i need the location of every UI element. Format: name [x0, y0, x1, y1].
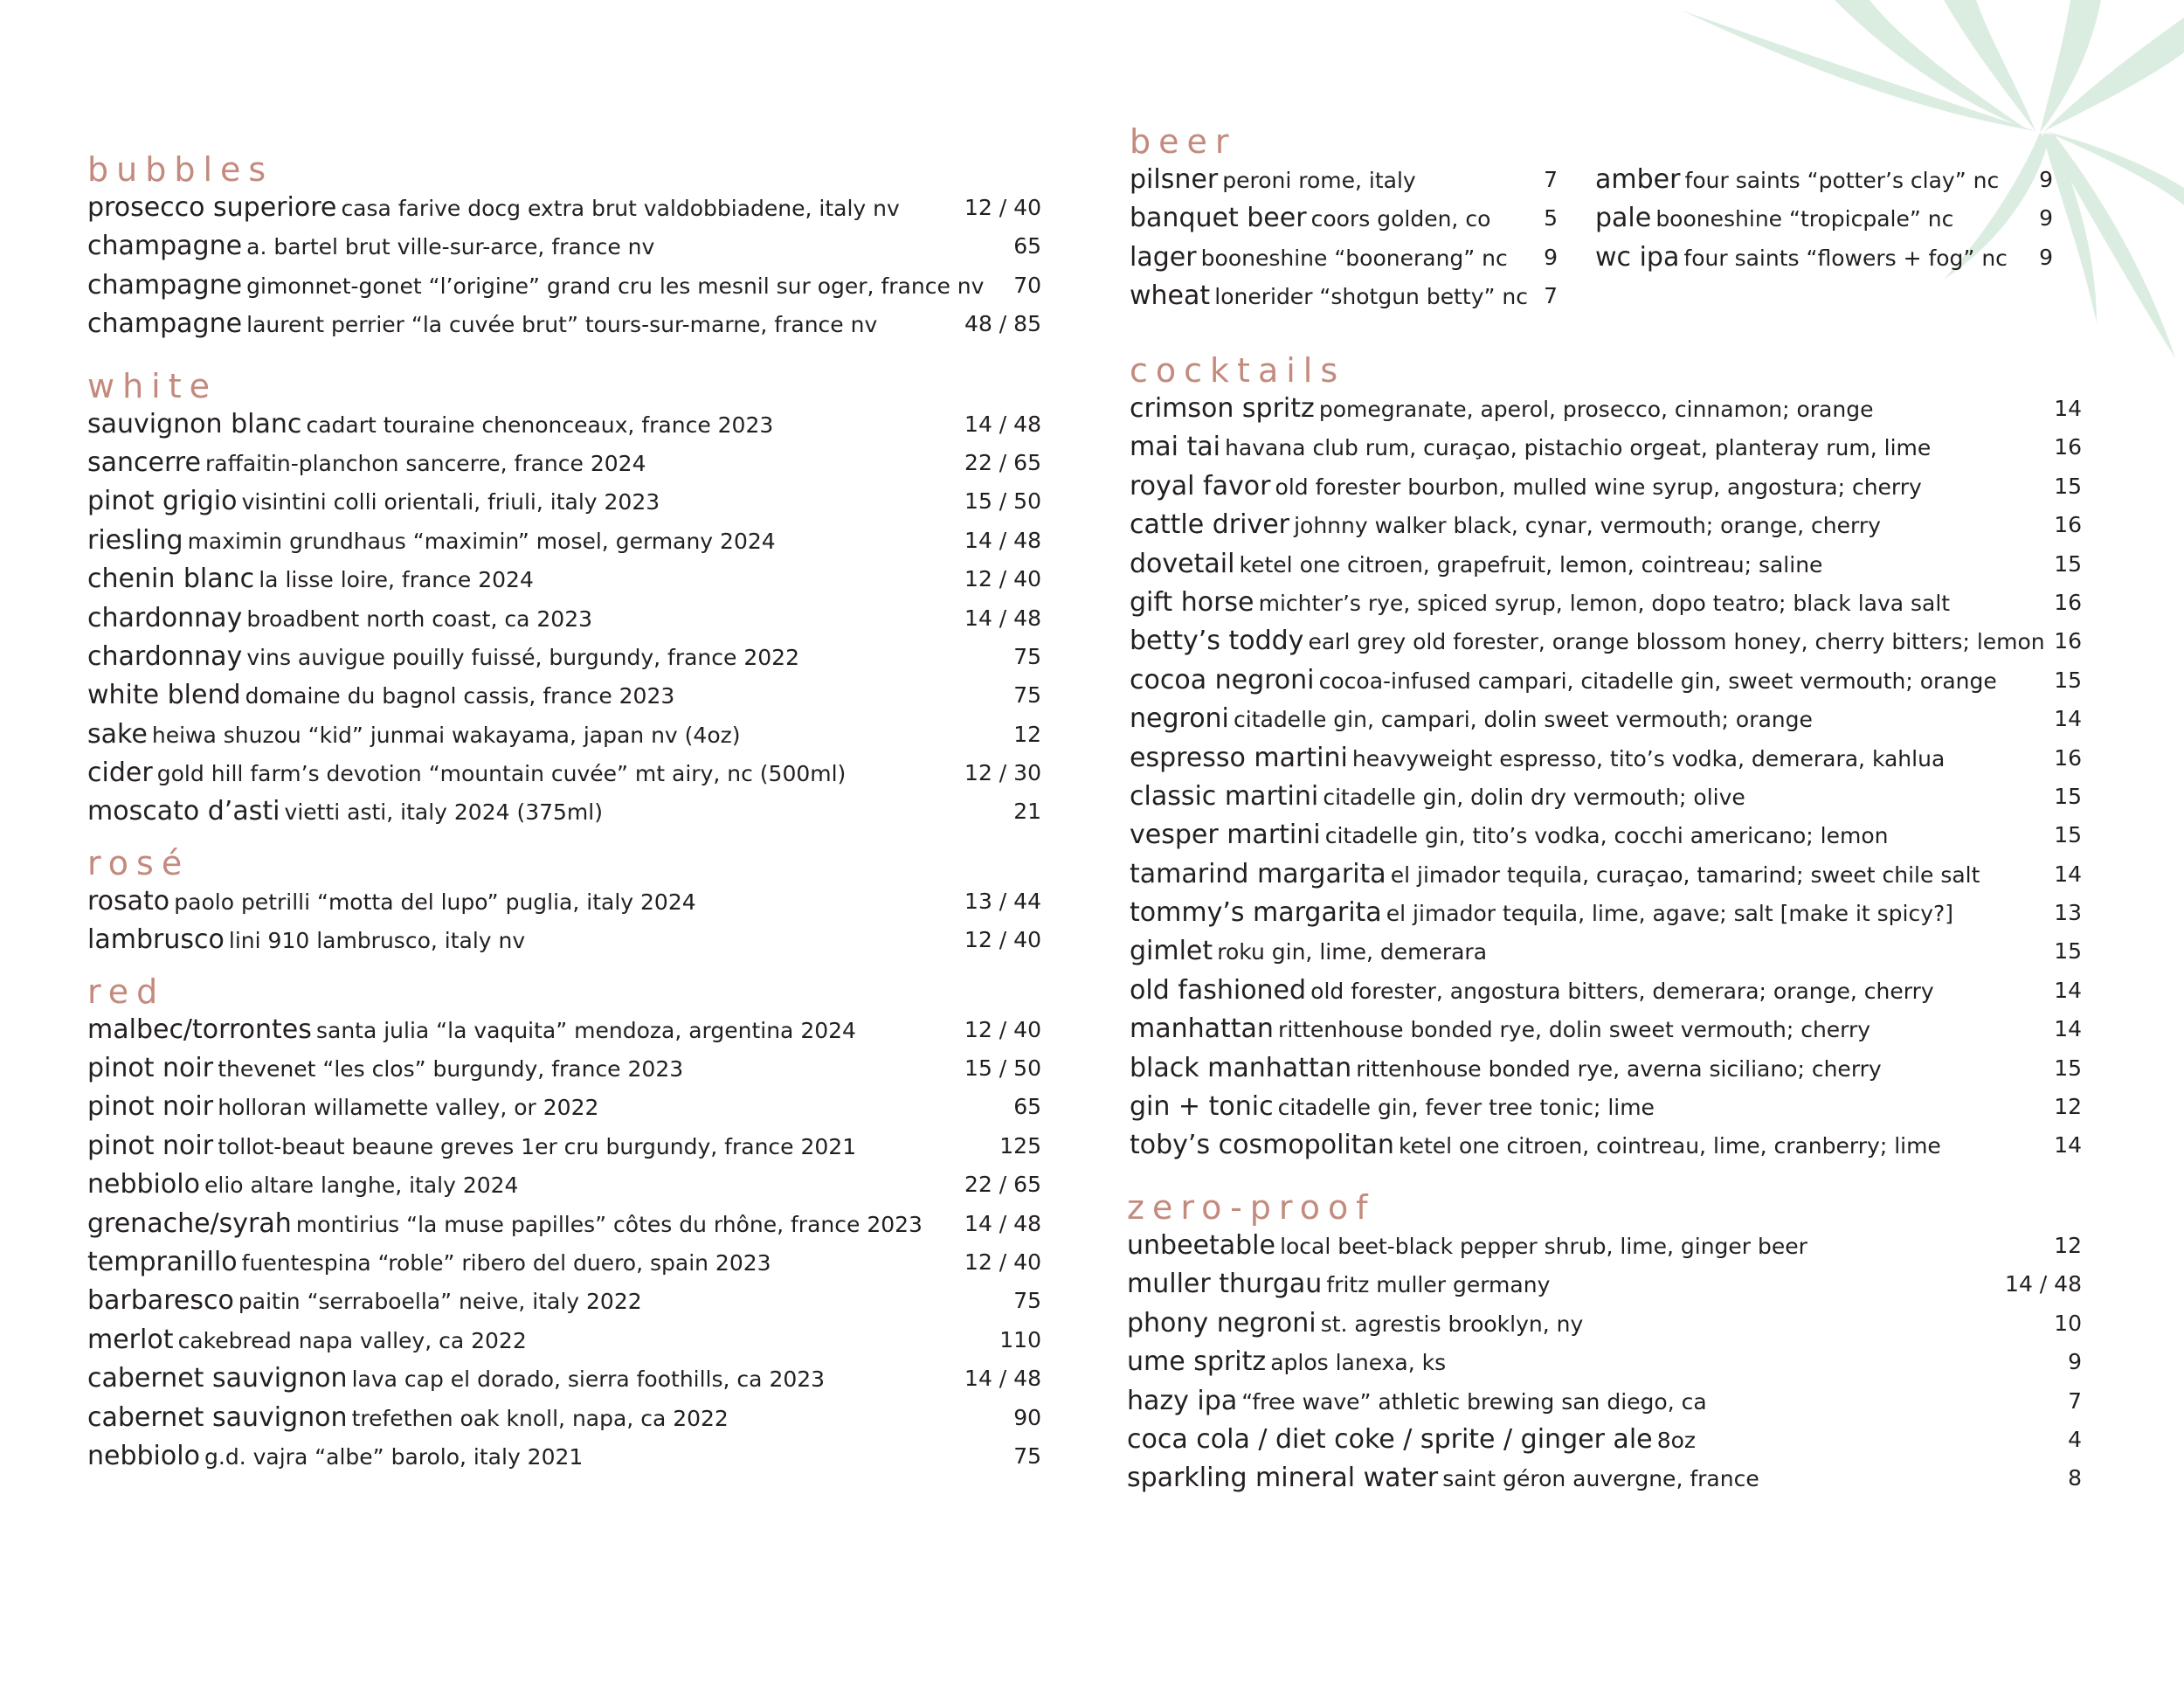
item-desc: aplos lanexa, ks — [1270, 1350, 1447, 1376]
item-desc: lini 910 lambrusco, italy nv — [228, 928, 526, 954]
item-price: 15 — [2054, 938, 2082, 965]
item-name: old fashioned — [1130, 974, 1307, 1006]
menu-item — [87, 1049, 1041, 1088]
item-price: 75 — [1013, 643, 1041, 669]
item-price: 9 — [2039, 205, 2053, 232]
item-desc: la lisse loire, france 2024 — [259, 567, 534, 593]
item-price: 48 / 85 — [964, 311, 1041, 337]
item-price: 9 — [2068, 1349, 2082, 1375]
item-name: gimlet — [1130, 936, 1213, 967]
menu-item — [1130, 239, 1558, 277]
menu-item — [1595, 199, 2053, 238]
menu-item — [87, 1359, 1041, 1398]
item-desc: st. agrestis brooklyn, ny — [1320, 1311, 1584, 1337]
item-desc: a. bartel brut ville-sur-arce, france nv — [246, 234, 655, 260]
menu-item — [1130, 739, 2082, 778]
item-name: mai tai — [1130, 432, 1220, 463]
item-desc: el jimador tequila, curaçao, tamarind; sweet chile salt — [1390, 861, 1980, 888]
menu-item — [1130, 545, 2082, 584]
menu-item — [1127, 1265, 2082, 1304]
menu-item — [1130, 1126, 2082, 1165]
item-desc: vietti asti, italy 2024 (375ml) — [284, 799, 603, 826]
menu-item — [1130, 506, 2082, 544]
item-name: banquet beer — [1130, 203, 1307, 234]
item-name: sauvignon blanc — [87, 408, 302, 439]
item-name: champagne — [87, 231, 243, 262]
item-name: wc ipa — [1595, 241, 1680, 273]
item-name: barbaresco — [87, 1285, 234, 1317]
menu-item — [87, 1399, 1041, 1437]
item-price: 75 — [1013, 1288, 1041, 1314]
rose-section — [87, 844, 1041, 960]
item-price: 14 — [2054, 977, 2082, 1003]
menu-item — [1130, 199, 1558, 238]
item-price: 14 / 48 — [2005, 1271, 2082, 1297]
item-price: 14 — [2054, 1016, 2082, 1042]
menu-item — [1127, 1227, 2082, 1265]
beer-section — [1130, 122, 2091, 318]
item-name: champagne — [87, 269, 243, 301]
item-price: 15 / 50 — [964, 488, 1041, 515]
item-price: 5 — [1544, 205, 1558, 232]
item-desc: heiwa shuzou “kid” junmai wakayama, japan nv (4oz) — [151, 722, 741, 748]
item-name: lambrusco — [87, 924, 225, 956]
menu-item — [1130, 894, 2082, 932]
menu-item — [1130, 932, 2082, 971]
item-desc: tollot-beaut beaune greves 1er cru burgundy, france 2021 — [218, 1133, 857, 1159]
item-price: 14 / 48 — [964, 527, 1041, 553]
item-price: 65 — [1013, 233, 1041, 259]
item-desc: cocoa-infused campari, citadelle gin, sweet vermouth; orange — [1318, 668, 1997, 694]
item-desc: vins auvigue pouilly fuissé, burgundy, france 2022 — [246, 644, 799, 670]
item-price: 13 — [2054, 900, 2082, 926]
item-desc: booneshine “boonerang” nc — [1200, 245, 1508, 271]
menu-item — [87, 716, 1041, 754]
cocktails-section — [1130, 351, 2082, 1166]
item-desc: maximin grundhaus “maximin” mosel, germany 2024 — [187, 528, 776, 554]
item-desc: “free wave” athletic brewing san diego, ca — [1241, 1388, 1707, 1415]
item-price: 14 — [2054, 706, 2082, 732]
item-price: 4 — [2068, 1426, 2082, 1452]
section-title: red — [87, 972, 166, 1011]
beer-list-left — [1130, 161, 1558, 316]
item-price: 9 — [1544, 244, 1558, 270]
menu-item — [1130, 428, 2082, 467]
item-price: 75 — [1013, 682, 1041, 709]
wine-column — [87, 150, 1041, 1476]
section-title: beer — [1130, 122, 1237, 161]
menu-item — [87, 1437, 1041, 1476]
item-price: 110 — [999, 1326, 1041, 1352]
menu-item — [87, 1166, 1041, 1204]
item-name: tamarind margarita — [1130, 858, 1386, 889]
item-desc: lonerider “shotgun betty” nc — [1214, 284, 1528, 310]
item-name: cattle driver — [1130, 509, 1289, 541]
item-desc: citadelle gin, campari, dolin sweet vermouth; orange — [1234, 707, 1813, 733]
item-desc: four saints “potter’s clay” nc — [1684, 168, 2000, 193]
menu-item — [1130, 161, 1558, 199]
section-title: bubbles — [87, 150, 274, 189]
item-price: 8 — [2068, 1465, 2082, 1491]
menu-item — [1130, 277, 1558, 315]
item-desc: paolo petrilli “motta del lupo” puglia, italy 2024 — [174, 889, 696, 915]
item-name: nebbiolo — [87, 1169, 200, 1200]
item-name: riesling — [87, 524, 183, 556]
menu-item — [87, 599, 1041, 638]
item-desc: four saints “flowers + fog” nc — [1683, 245, 2008, 271]
item-desc: g.d. vajra “albe” barolo, italy 2021 — [204, 1443, 584, 1470]
item-desc: holloran willamette valley, or 2022 — [218, 1095, 599, 1121]
item-desc: el jimador tequila, lime, agave; salt [make it spicy?] — [1386, 901, 1954, 927]
menu-item — [87, 1282, 1041, 1320]
menu-item — [1130, 855, 2082, 894]
item-desc: elio altare langhe, italy 2024 — [204, 1173, 519, 1199]
item-price: 15 — [2054, 473, 2082, 499]
item-price: 10 — [2054, 1310, 2082, 1336]
menu-item — [87, 638, 1041, 676]
item-name: gin + tonic — [1130, 1091, 1274, 1123]
menu-item — [1127, 1421, 2082, 1459]
item-price: 65 — [1013, 1094, 1041, 1120]
item-name: pale — [1595, 203, 1652, 234]
item-desc: citadelle gin, fever tree tonic; lime — [1277, 1095, 1655, 1121]
item-name: muller thurgau — [1127, 1269, 1323, 1300]
item-price: 14 / 48 — [964, 1210, 1041, 1236]
menu-item — [1127, 1382, 2082, 1421]
item-desc: ketel one citroen, cointreau, lime, cranberry; lime — [1399, 1133, 1941, 1159]
menu-item — [1130, 816, 2082, 854]
item-desc: fuentespina “roble” ribero del duero, spain 2023 — [241, 1249, 771, 1276]
menu-item — [87, 266, 1041, 305]
item-price: 12 / 40 — [964, 1016, 1041, 1042]
item-desc: local beet-black pepper shrub, lime, ginger beer — [1280, 1234, 1807, 1259]
item-desc: old forester bourbon, mulled wine syrup, angostura; cherry — [1275, 474, 1922, 500]
menu-item — [1595, 239, 2053, 277]
item-price: 15 — [2054, 1055, 2082, 1081]
menu-item — [87, 1127, 1041, 1166]
item-name: hazy ipa — [1127, 1385, 1238, 1416]
item-price: 12 / 40 — [964, 195, 1041, 220]
item-price: 15 / 50 — [964, 1055, 1041, 1082]
item-desc: old forester, angostura bitters, demerara; orange, cherry — [1310, 978, 1934, 1004]
item-desc: citadelle gin, dolin dry vermouth; olive — [1323, 784, 1745, 810]
item-price: 15 — [2054, 783, 2082, 809]
item-price: 7 — [2068, 1387, 2082, 1414]
item-price: 16 — [2054, 628, 2082, 654]
menu-item — [87, 676, 1041, 715]
item-desc: cadart touraine chenonceaux, france 2023 — [306, 412, 774, 438]
menu-item — [87, 227, 1041, 266]
item-price: 7 — [1544, 283, 1558, 309]
item-name: merlot — [87, 1324, 174, 1355]
item-price: 16 — [2054, 744, 2082, 771]
section-title: cocktails — [1130, 351, 1346, 390]
menu-item — [1127, 1304, 2082, 1343]
menu-item — [1127, 1459, 2082, 1498]
item-price: 90 — [1013, 1404, 1041, 1430]
item-price: 12 / 40 — [964, 927, 1041, 953]
item-name: unbeetable — [1127, 1230, 1275, 1261]
menu-item — [1595, 161, 2053, 199]
item-desc: santa julia “la vaquita” mendoza, argentina 2024 — [315, 1017, 856, 1043]
item-name: chardonnay — [87, 602, 243, 633]
item-name: dovetail — [1130, 548, 1235, 579]
bubbles-section — [87, 150, 1041, 344]
item-name: champagne — [87, 308, 243, 340]
menu-item — [87, 754, 1041, 792]
menu-item — [87, 522, 1041, 560]
menu-item — [87, 1321, 1041, 1359]
item-name: nebbiolo — [87, 1440, 200, 1471]
item-desc: pomegranate, aperol, prosecco, cinnamon; orange — [1318, 397, 1874, 422]
item-name: toby’s cosmopolitan — [1130, 1130, 1394, 1161]
item-desc: havana club rum, curaçao, pistachio orgeat, planteray rum, lime — [1225, 435, 1932, 461]
item-desc: earl grey old forester, orange blossom honey, cherry bitters; lemon — [1308, 629, 2045, 655]
item-price: 12 — [2054, 1233, 2082, 1258]
item-desc: michter’s rye, spiced syrup, lemon, dopo teatro; black lava salt — [1258, 590, 1951, 616]
item-price: 16 — [2054, 512, 2082, 538]
item-name: negroni — [1130, 703, 1229, 735]
item-desc: domaine du bagnol cassis, france 2023 — [245, 683, 675, 709]
item-name: sake — [87, 718, 148, 750]
item-name: cider — [87, 758, 153, 789]
item-name: chardonnay — [87, 640, 243, 672]
item-price: 13 / 44 — [964, 888, 1041, 914]
menu-item — [87, 921, 1041, 959]
menu-item — [1130, 622, 2082, 661]
item-desc: ketel one citroen, grapefruit, lemon, cointreau; saline — [1239, 551, 1823, 578]
item-price: 12 / 30 — [964, 760, 1041, 786]
item-price: 15 — [2054, 667, 2082, 693]
item-desc: rittenhouse bonded rye, dolin sweet vermouth; cherry — [1278, 1017, 1871, 1043]
item-price: 12 / 40 — [964, 566, 1041, 592]
menu-item — [1130, 467, 2082, 506]
item-price: 12 — [2054, 1094, 2082, 1120]
item-price: 9 — [2039, 167, 2053, 192]
item-price: 16 — [2054, 434, 2082, 460]
section-title: zero-proof — [1127, 1188, 1376, 1227]
item-price: 14 / 48 — [964, 1366, 1041, 1392]
item-desc: booneshine “tropicpale” nc — [1655, 206, 1954, 232]
item-name: lager — [1130, 241, 1197, 273]
item-desc: gimonnet-gonet “l’origine” grand cru les mesnil sur oger, france nv — [246, 273, 985, 299]
item-name: espresso martini — [1130, 742, 1348, 773]
menu-item — [87, 305, 1041, 343]
item-desc: citadelle gin, tito’s vodka, cocchi americano; lemon — [1324, 823, 1889, 849]
item-price: 22 / 65 — [964, 449, 1041, 475]
menu-item — [87, 1243, 1041, 1282]
item-name: chenin blanc — [87, 564, 255, 595]
item-price: 75 — [1013, 1442, 1041, 1469]
item-desc: montirius “la muse papilles” côtes du rhône, france 2023 — [295, 1211, 923, 1237]
item-name: white blend — [87, 680, 241, 711]
item-price: 14 — [2054, 396, 2082, 421]
item-desc: roku gin, lime, demerara — [1217, 939, 1488, 965]
section-title: white — [87, 366, 218, 405]
menu-item — [1130, 1049, 2082, 1088]
beer-list-right — [1595, 161, 2053, 277]
item-name: tempranillo — [87, 1246, 238, 1277]
item-price: 21 — [1013, 799, 1041, 825]
menu-item — [87, 189, 1041, 227]
item-name: malbec/torrontes — [87, 1013, 312, 1045]
item-price: 125 — [999, 1132, 1041, 1159]
item-price: 14 — [2054, 861, 2082, 887]
menu-item — [1130, 1010, 2082, 1048]
item-desc: broadbent north coast, ca 2023 — [246, 605, 593, 632]
item-desc: casa farive docg extra brut valdobbiadene, italy nv — [341, 196, 900, 221]
item-price: 14 / 48 — [964, 605, 1041, 631]
item-name: cabernet sauvignon — [87, 1363, 348, 1394]
item-desc: saint géron auvergne, france — [1442, 1466, 1759, 1492]
item-desc: gold hill farm’s devotion “mountain cuvée” mt airy, nc (500ml) — [156, 761, 847, 787]
item-name: manhattan — [1130, 1013, 1274, 1045]
menu-item — [87, 405, 1041, 444]
item-desc: paitin “serraboella” neive, italy 2022 — [238, 1289, 642, 1315]
menu-item — [1130, 700, 2082, 738]
red-section — [87, 972, 1041, 1477]
item-name: coca cola / diet coke / sprite / ginger ale — [1127, 1423, 1653, 1455]
item-name: pinot noir — [87, 1130, 214, 1161]
item-desc: rittenhouse bonded rye, averna siciliano; cherry — [1356, 1055, 1882, 1082]
item-desc: johnny walker black, cynar, vermouth; orange, cherry — [1294, 513, 1881, 539]
item-desc: laurent perrier “la cuvée brut” tours-sur-marne, france nv — [246, 312, 878, 338]
menu-item — [1127, 1343, 2082, 1381]
section-title: rosé — [87, 843, 190, 882]
menu-item — [1130, 661, 2082, 700]
item-name: grenache/syrah — [87, 1207, 292, 1239]
menu-item — [1130, 778, 2082, 816]
item-name: cabernet sauvignon — [87, 1401, 348, 1433]
item-desc: peroni rome, italy — [1222, 168, 1416, 193]
menu-item — [87, 792, 1041, 831]
item-name: prosecco superiore — [87, 192, 337, 223]
menu-item — [87, 482, 1041, 521]
item-name: sancerre — [87, 446, 201, 478]
item-name: crimson spritz — [1130, 393, 1315, 424]
item-desc: trefethen oak knoll, napa, ca 2022 — [351, 1405, 729, 1431]
menu-item — [1130, 390, 2082, 428]
item-name: moscato d’asti — [87, 796, 280, 827]
item-name: phony negroni — [1127, 1307, 1317, 1339]
item-price: 70 — [1013, 272, 1041, 298]
item-desc: thevenet “les clos” burgundy, france 2023 — [218, 1056, 684, 1083]
white-section — [87, 367, 1041, 832]
menu-item — [1130, 1088, 2082, 1126]
item-price: 15 — [2054, 822, 2082, 848]
item-desc: fritz muller germany — [1326, 1272, 1551, 1298]
item-name: pinot noir — [87, 1091, 214, 1123]
menu-item — [87, 560, 1041, 598]
item-desc: 8oz — [1656, 1427, 1697, 1453]
item-name: pinot grigio — [87, 486, 238, 517]
item-name: pilsner — [1130, 164, 1219, 195]
item-price: 14 / 48 — [964, 411, 1041, 437]
menu-item — [87, 1088, 1041, 1126]
item-name: vesper martini — [1130, 820, 1321, 851]
item-price: 16 — [2054, 589, 2082, 615]
item-price: 12 — [1013, 721, 1041, 747]
item-price: 9 — [2039, 244, 2053, 270]
item-name: cocoa negroni — [1130, 664, 1315, 695]
item-name: rosato — [87, 885, 170, 917]
item-price: 12 / 40 — [964, 1249, 1041, 1275]
item-price: 7 — [1544, 167, 1558, 192]
menu-item — [1130, 972, 2082, 1010]
item-desc: raffaitin-planchon sancerre, france 2024 — [205, 450, 646, 476]
item-name: classic martini — [1130, 780, 1319, 812]
item-price: 14 — [2054, 1132, 2082, 1159]
item-name: sparkling mineral water — [1127, 1463, 1439, 1494]
item-name: wheat — [1130, 280, 1211, 312]
item-price: 15 — [2054, 550, 2082, 577]
menu-item — [87, 1011, 1041, 1049]
item-desc: cakebread napa valley, ca 2022 — [177, 1327, 527, 1353]
menu-item — [1130, 584, 2082, 622]
item-name: gift horse — [1130, 586, 1254, 618]
menu-item — [87, 444, 1041, 482]
item-name: ume spritz — [1127, 1346, 1267, 1378]
item-name: royal favor — [1130, 470, 1271, 502]
item-desc: coors golden, co — [1310, 206, 1491, 232]
item-desc: heavyweight espresso, tito’s vodka, demerara, kahlua — [1351, 745, 1946, 771]
item-name: amber — [1595, 164, 1681, 195]
item-desc: lava cap el dorado, sierra foothills, ca 2023 — [351, 1366, 826, 1393]
item-name: tommy’s margarita — [1130, 897, 1382, 929]
menu-item — [87, 1205, 1041, 1243]
item-name: betty’s toddy — [1130, 626, 1304, 657]
zero-proof-section — [1127, 1188, 2082, 1498]
item-price: 22 / 65 — [964, 1172, 1041, 1198]
menu-item — [87, 882, 1041, 921]
item-desc: visintini colli orientali, friuli, italy 2023 — [241, 489, 660, 515]
item-name: pinot noir — [87, 1053, 214, 1084]
item-name: black manhattan — [1130, 1052, 1352, 1083]
